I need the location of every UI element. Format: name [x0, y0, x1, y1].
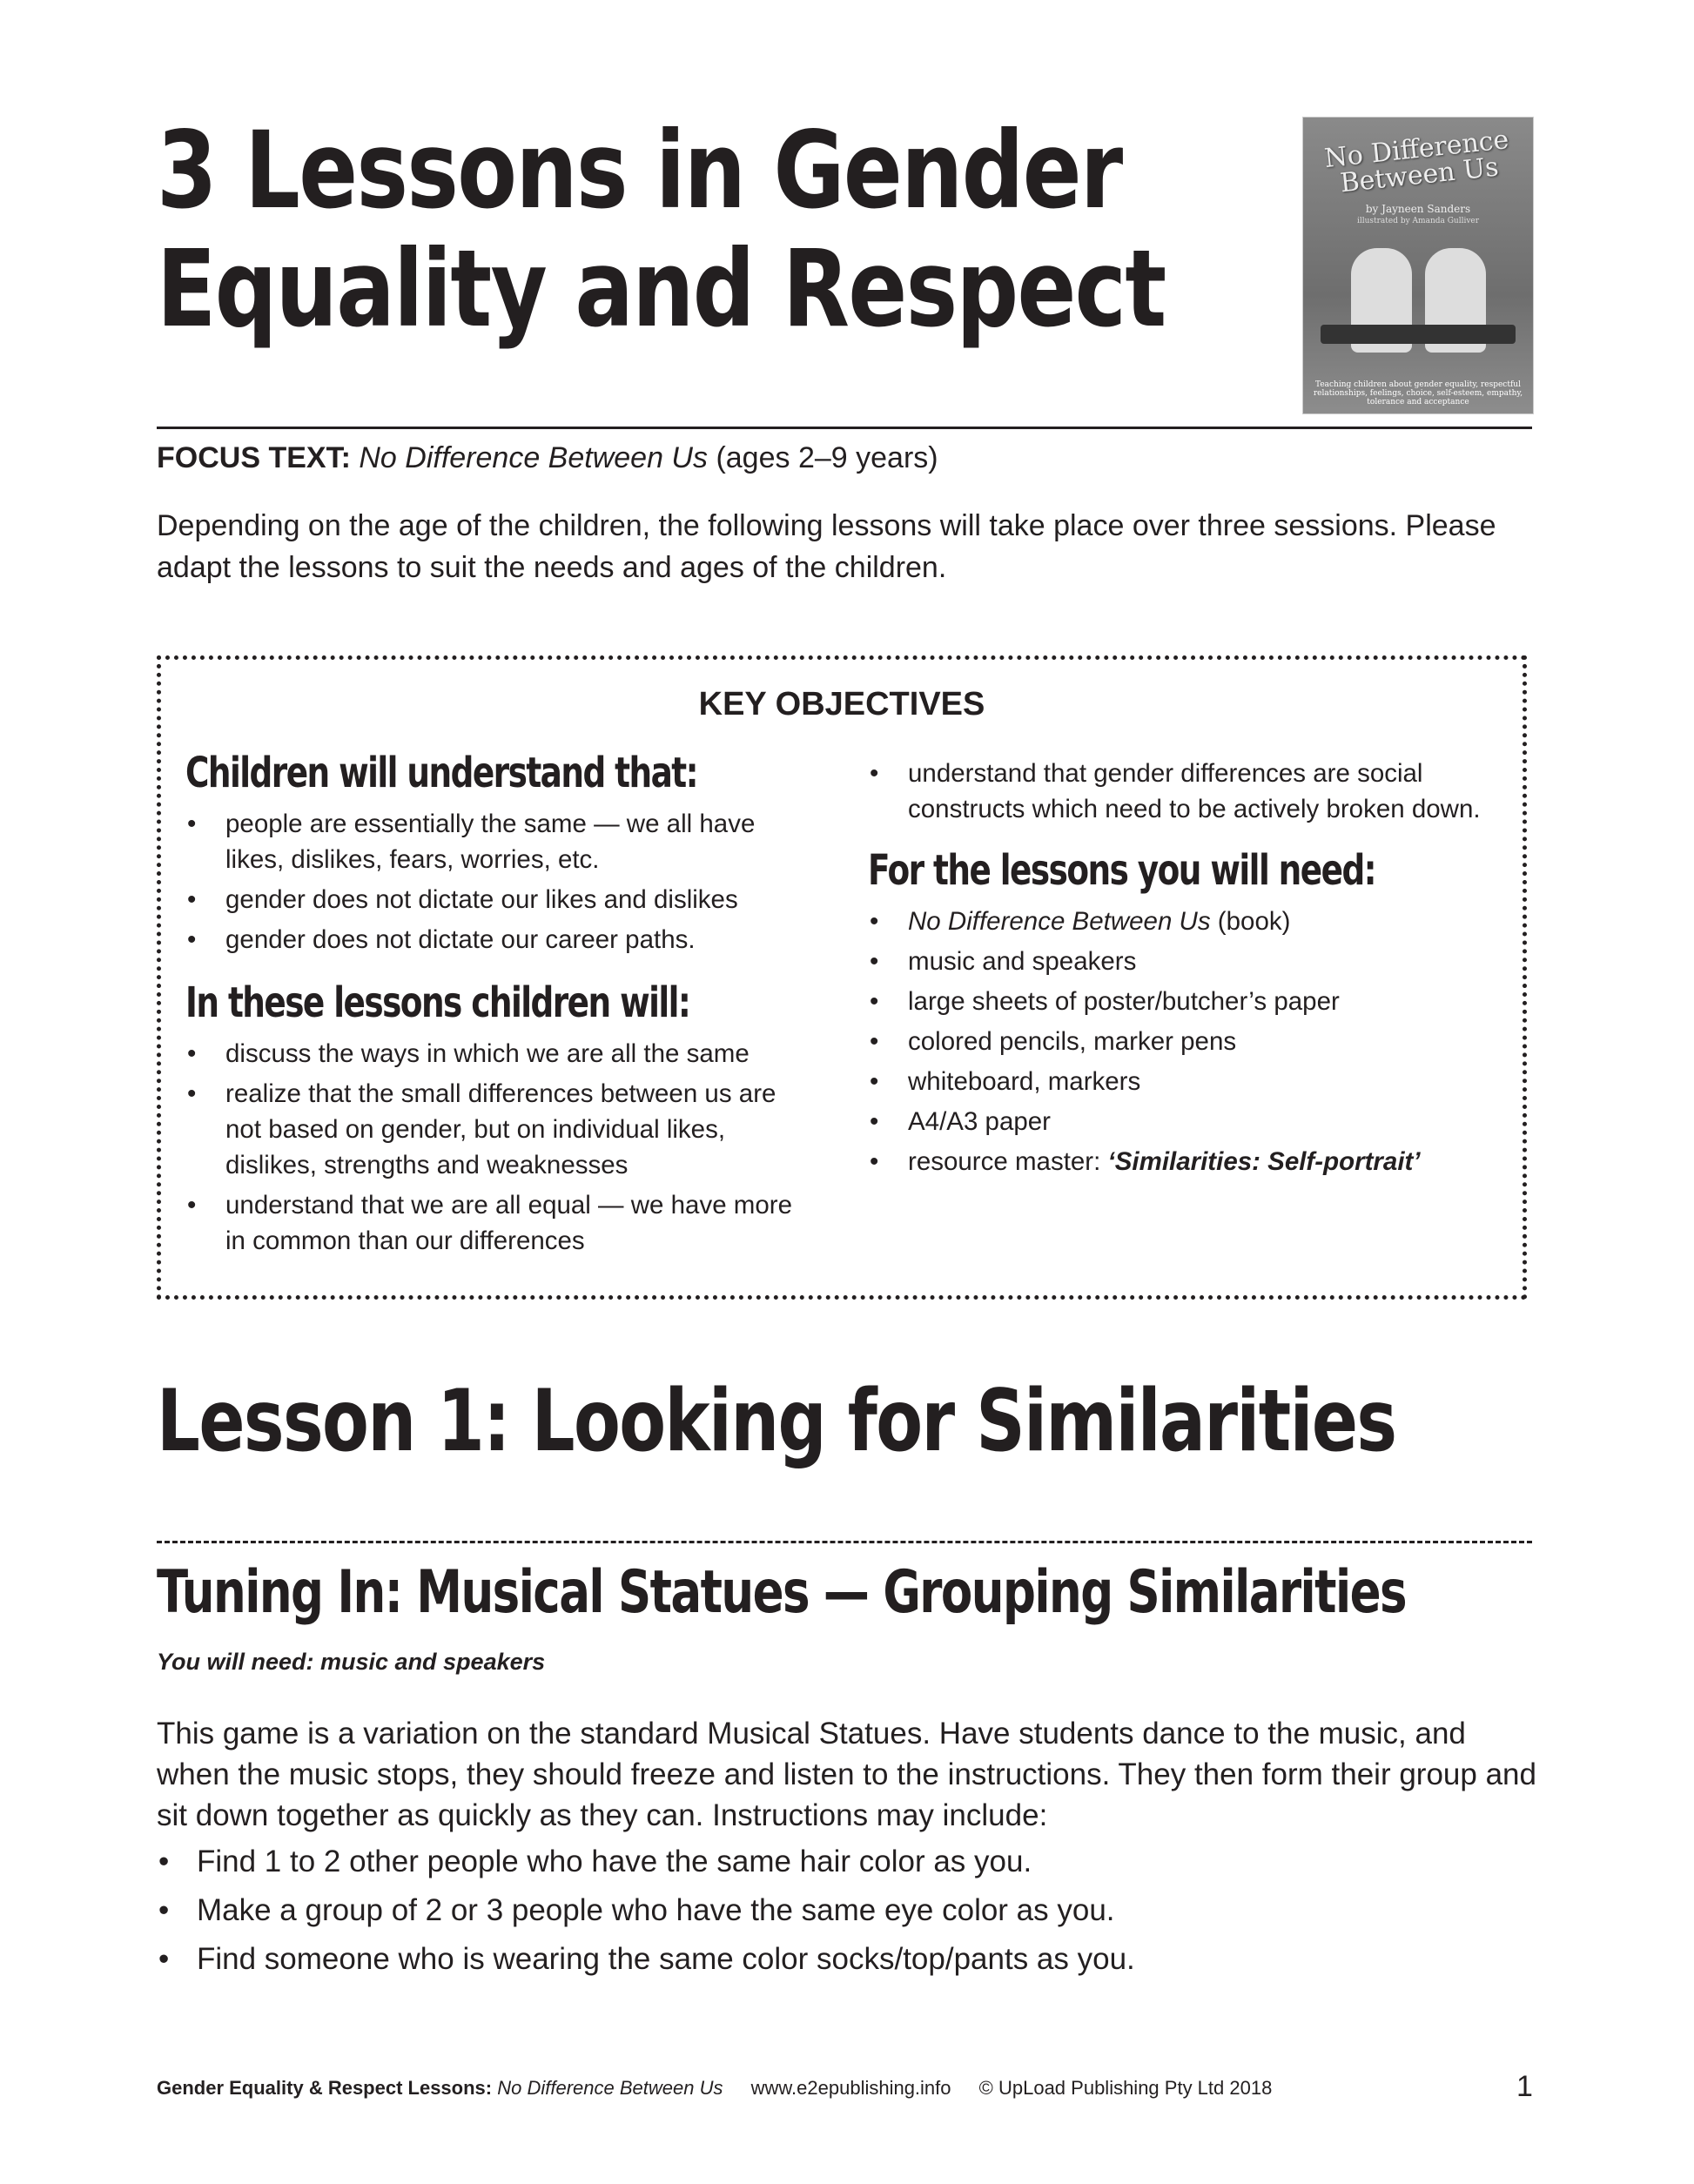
list-item: • Find someone who is wearing the same color socks/top/pants as you.	[157, 1939, 1541, 1979]
objectives-left-column	[185, 747, 812, 1263]
understand-heading: Children will understand that:	[185, 749, 698, 797]
lesson-body	[157, 1713, 1541, 1987]
instruction-list	[157, 1841, 1541, 1979]
list-item: • understand that we are all equal — we have more in common than our differences	[185, 1187, 812, 1259]
key-objectives-heading: KEY OBJECTIVES	[698, 686, 985, 722]
page-footer	[157, 2077, 1294, 2100]
materials-list	[868, 904, 1495, 1179]
cover-illustrator: illustrated by Amanda Gulliver	[1356, 217, 1480, 225]
lesson-title: Lesson 1: Looking for Similarities	[157, 1372, 1396, 1471]
list-item: • understand that gender differences are social constructs which need to be actively broken down.	[868, 756, 1495, 827]
cover-tagline: Teaching children about gender equality, respectful relationships, feelings, choice, self-esteem, empathy, tolerance and acceptance	[1313, 380, 1523, 407]
list-item: • large sheets of poster/butcher’s paper	[868, 984, 1495, 1019]
item-text: resource master:	[908, 1147, 1108, 1176]
list-item: • people are essentially the same — we all have likes, dislikes, fears, worries, etc.	[185, 806, 812, 877]
intro-paragraph: Depending on the age of the children, the following lessons will take place over three sessions. Please adapt the lessons to suit the needs and ages of the children.	[157, 509, 1496, 584]
focus-text	[157, 441, 938, 475]
footer-url[interactable]: www.e2epublishing.info	[750, 2077, 951, 2099]
footer-copyright: © UpLoad Publishing Pty Ltd 2018	[978, 2077, 1273, 2099]
key-objectives-box	[157, 655, 1527, 1300]
list-item: • A4/A3 paper	[868, 1104, 1495, 1139]
title-divider	[157, 427, 1532, 429]
list-item: • whiteboard, markers	[868, 1064, 1495, 1099]
cover-bench-illustration	[1321, 325, 1516, 344]
item-text: (book)	[1210, 907, 1291, 936]
will-list	[185, 1036, 812, 1259]
focus-label: FOCUS TEXT:	[157, 441, 351, 474]
footer-book: No Difference Between Us	[497, 2077, 723, 2099]
will-list-continued	[868, 756, 1495, 827]
understand-list	[185, 806, 812, 958]
list-item: • music and speakers	[868, 944, 1495, 979]
book-cover-image	[1302, 117, 1534, 414]
book-title: No Difference Between Us	[908, 907, 1211, 936]
title-line-1: 3 Lessons in Gender	[157, 109, 1122, 232]
focus-book: No Difference Between Us	[359, 441, 708, 474]
you-will-need: You will need: music and speakers	[157, 1649, 546, 1675]
cover-author: by Jayneen Sanders	[1365, 203, 1471, 215]
focus-ages: (ages 2–9 years)	[716, 441, 938, 474]
page-number: 1	[1516, 2070, 1533, 2103]
resource-title: ‘Similarities: Self-portrait’	[1107, 1147, 1421, 1176]
objectives-right-column	[868, 756, 1495, 1184]
list-item: • Find 1 to 2 other people who have the same hair color as you.	[157, 1841, 1541, 1882]
title-line-2: Equality and Respect	[157, 227, 1166, 351]
section-heading: Tuning In: Musical Statues — Grouping Similarities	[157, 1558, 1407, 1627]
need-heading: For the lessons you will need:	[868, 846, 1376, 895]
list-item: • gender does not dictate our career paths.	[185, 922, 812, 958]
list-item: • discuss the ways in which we are all the same	[185, 1036, 812, 1072]
lesson-paragraph: This game is a variation on the standard Musical Statues. Have students dance to the music, and when the music stops, they should freeze and listen to the instructions. They then form their group and sit down together as quickly as they can. Instructions may include:	[157, 1717, 1536, 1832]
list-item	[868, 1144, 1495, 1179]
list-item: • colored pencils, marker pens	[868, 1024, 1495, 1059]
will-heading: In these lessons children will:	[185, 978, 690, 1027]
page-title	[157, 109, 1166, 351]
list-item: • Make a group of 2 or 3 people who have the same eye color as you.	[157, 1890, 1541, 1931]
footer-series: Gender Equality & Respect Lessons:	[157, 2077, 493, 2099]
section-divider	[157, 1541, 1532, 1543]
list-item: • gender does not dictate our likes and dislikes	[185, 882, 812, 917]
cover-title: No Difference Between Us	[1322, 124, 1510, 199]
list-item	[868, 904, 1495, 939]
list-item: • realize that the small differences between us are not based on gender, but on individual likes, dislikes, strengths and weaknesses	[185, 1076, 812, 1183]
